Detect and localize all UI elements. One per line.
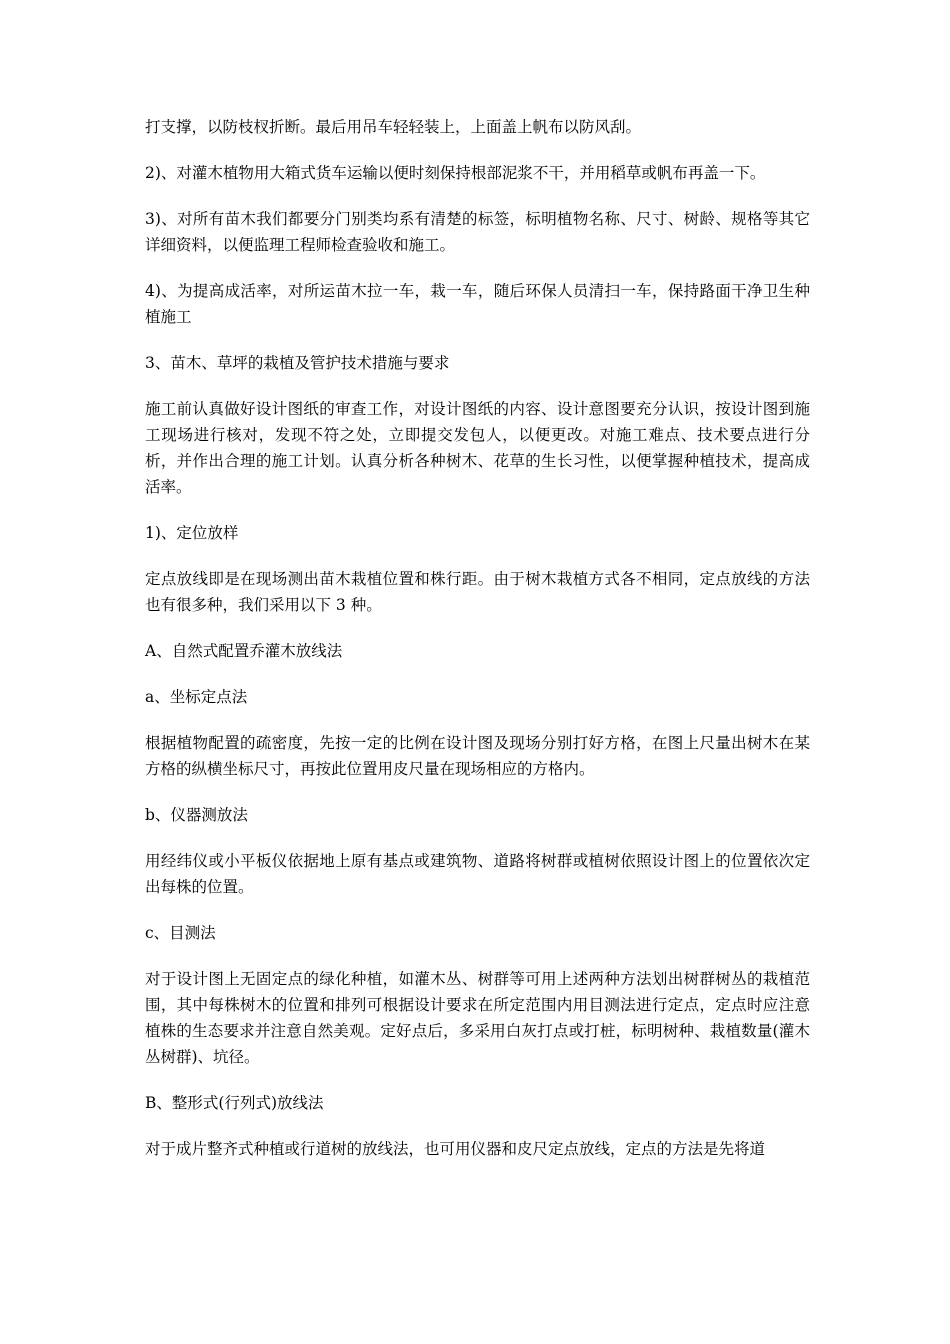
- heading-method-a-coordinate: a、坐标定点法: [145, 688, 248, 706]
- document-body: [145, 114, 810, 1182]
- paragraph-continuation: 打支撑，以防枝杈折断。最后用吊车轻轻装上，上面盖上帆布以防风刮。: [145, 118, 642, 136]
- paragraph-item-3: 3)、对所有苗木我们都要分门别类均系有清楚的标签，标明植物名称、尺寸、树龄、规格等其它详细资料，以便监理工程师检查验收和施工。: [145, 210, 810, 254]
- section-heading-3: 3、苗木、草坪的栽植及管护技术措施与要求: [145, 354, 450, 372]
- paragraph-visual-method: 对于设计图上无固定点的绿化种植，如灌木丛、树群等可用上述两种方法划出树群树丛的栽植范围，其中每株树木的位置和排列可根据设计要求在所定范围内用目测法进行定点，定点时应注意植株的生态要求并注意自然美观。定好点后，多采用白灰打点或打桩，标明树种、栽植数量(灌木丛树群)、坑径。: [145, 970, 810, 1066]
- paragraph-instrument-method: 用经纬仪或小平板仪依据地上原有基点或建筑物、道路将树群或植树依照设计图上的位置依次定出每株的位置。: [145, 852, 810, 896]
- heading-method-b-row: B、整形式(行列式)放线法: [145, 1094, 324, 1112]
- heading-method-c-visual: c、目测法: [145, 924, 216, 942]
- heading-method-b-instrument: b、仪器测放法: [145, 806, 248, 824]
- paragraph-row-method: 对于成片整齐式种植或行道树的放线法，也可用仪器和皮尺定点放线，定点的方法是先将道: [145, 1140, 766, 1158]
- paragraph-item-4: 4)、为提高成活率，对所运苗木拉一车，栽一车，随后环保人员清扫一车，保持路面干净卫生种植施工: [145, 282, 810, 326]
- paragraph-item-2: 2)、对灌木植物用大箱式货车运输以便时刻保持根部泥浆不干，并用稻草或帆布再盖一下。: [145, 164, 766, 182]
- heading-method-a: A、自然式配置乔灌木放线法: [145, 642, 343, 660]
- paragraph-positioning-intro: 定点放线即是在现场测出苗木栽植位置和株行距。由于树木栽植方式各不相同，定点放线的方法也有很多种，我们采用以下 3 种。: [145, 570, 810, 614]
- paragraph-preparation: 施工前认真做好设计图纸的审查工作，对设计图纸的内容、设计意图要充分认识，按设计图到施工现场进行核对，发现不符之处，立即提交发包人，以便更改。对施工难点、技术要点进行分析，并作出合理的施工计划。认真分析各种树木、花草的生长习性，以便掌握种植技术，提高成活率。: [145, 400, 810, 496]
- subsection-heading-positioning: 1)、定位放样: [145, 524, 239, 542]
- paragraph-coordinate-method: 根据植物配置的疏密度，先按一定的比例在设计图及现场分别打好方格，在图上尺量出树木在某方格的纵横坐标尺寸，再按此位置用皮尺量在现场相应的方格内。: [145, 734, 810, 778]
